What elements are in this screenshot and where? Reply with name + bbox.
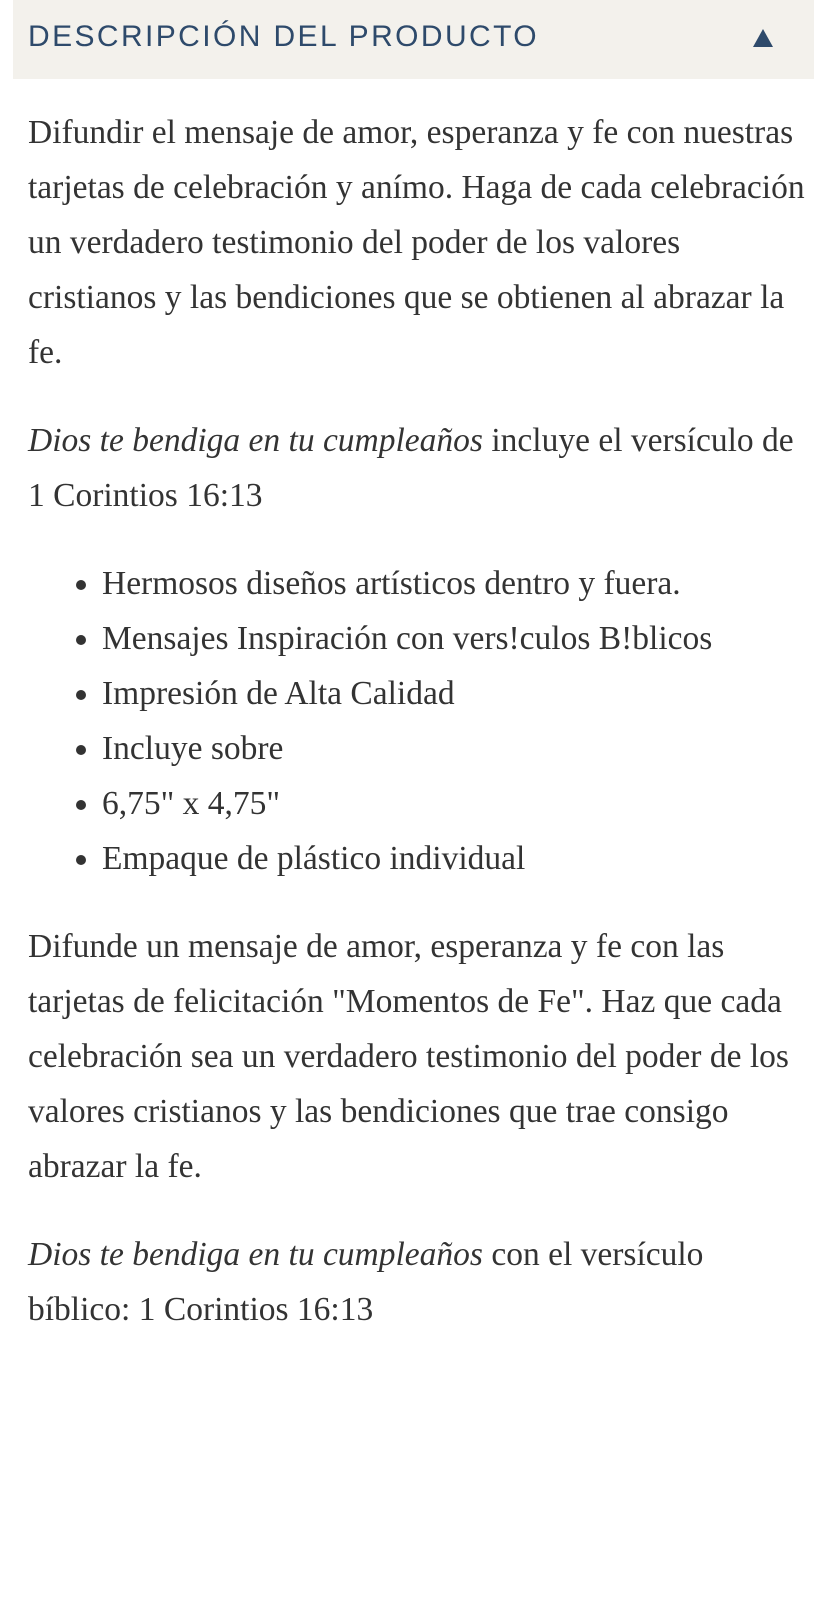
- description-outro: Difunde un mensaje de amor, esperanza y fe con las tarjetas de felicitación "Momentos de Fe". Haz que cada celebración sea un verdadero testimonio del poder de los valores cristianos y las bendiciones que trae consigo abrazar la fe.: [28, 928, 789, 1185]
- verse-text: con el versículo bíblico: 1 Corintios 16:13: [28, 1236, 704, 1328]
- product-description-accordion-header[interactable]: [13, 0, 814, 79]
- verse-paragraph-1: [28, 413, 814, 523]
- list-item: • 6,75" x 4,75": [102, 776, 814, 831]
- list-item: • Incluye sobre: [102, 721, 814, 776]
- list-item: • Empaque de plástico individual: [102, 831, 814, 886]
- verse-paragraph-2: [28, 1227, 814, 1337]
- description-intro: Difundir el mensaje de amor, esperanza y fe con nuestras tarjetas de celebración y anímo. Haga de cada celebración un verdadero testimonio del poder de los valores cristianos y las bendiciones que se obtienen al abrazar la fe.: [28, 114, 805, 371]
- card-title: Dios te bendiga en tu cumpleaños: [28, 422, 483, 459]
- list-item: • Mensajes Inspiración con vers!culos B!blicos: [102, 611, 814, 666]
- triangle-up-icon[interactable]: [753, 29, 773, 47]
- list-item: • Impresión de Alta Calidad: [102, 666, 814, 721]
- card-title: Dios te bendiga en tu cumpleaños: [28, 1236, 483, 1273]
- verse-text: incluye el versículo de 1 Corintios 16:13: [28, 422, 794, 514]
- list-item: • Hermosos diseños artísticos dentro y fuera.: [102, 556, 814, 611]
- accordion-title: DESCRIPCIÓN DEL PRODUCTO: [28, 19, 539, 53]
- product-description-content: [28, 105, 814, 1370]
- features-list: [28, 556, 814, 886]
